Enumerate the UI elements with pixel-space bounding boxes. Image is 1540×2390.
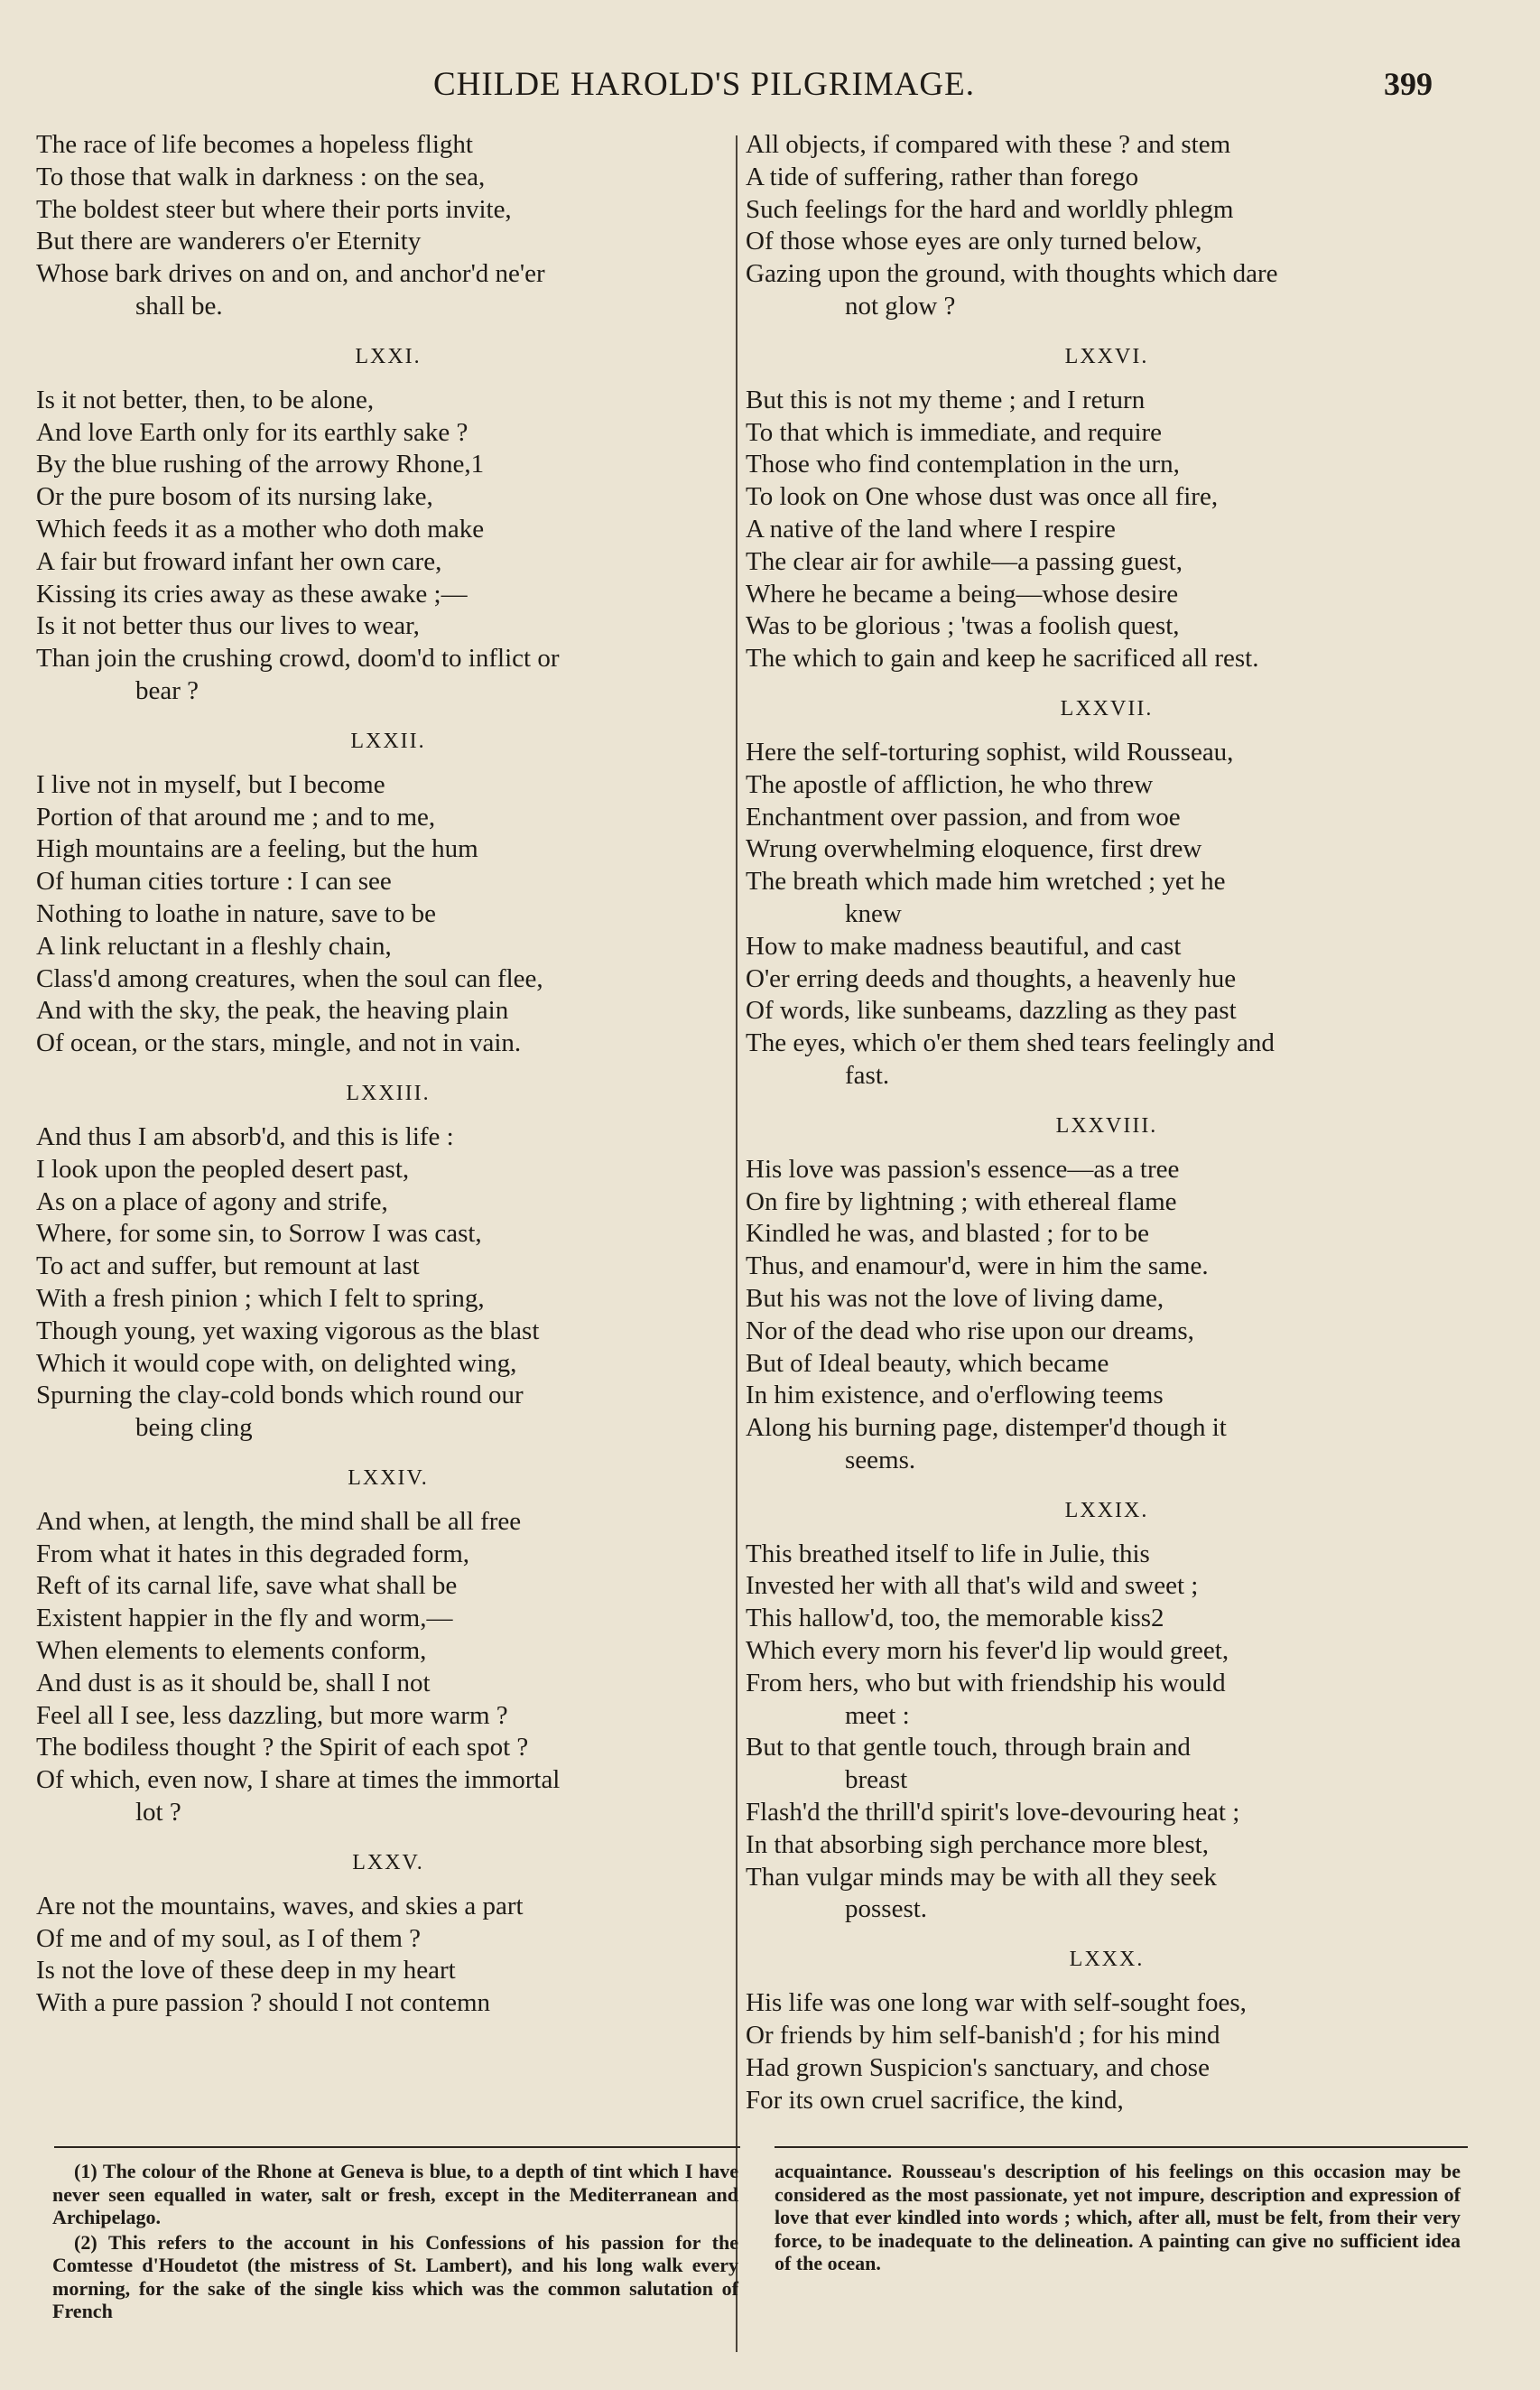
verse-line: Where he became a being—whose desire (746, 579, 1179, 609)
running-title: CHILDE HAROLD'S PILGRIMAGE. (433, 66, 975, 103)
footnote-rule-left (54, 2146, 740, 2148)
verse-line: possest. (845, 1894, 928, 1924)
stanza-number: LXXV. (352, 1850, 424, 1874)
stanza (36, 343, 740, 708)
verse-line: O'er erring deeds and thoughts, a heavenly hue (746, 963, 1237, 993)
stanza-lines (746, 1987, 1468, 2116)
verse-line: As on a place of agony and strife, (36, 1186, 388, 1216)
verse-line: Wrung overwhelming eloquence, first drew (746, 834, 1202, 864)
stanza-lines (36, 385, 740, 708)
verse-line: Was to be glorious ; 'twas a foolish quest, (746, 611, 1180, 641)
stanza-lines (746, 1154, 1468, 1477)
verse-line: From hers, who but with friendship his would (746, 1668, 1226, 1697)
verse-line: fast. (845, 1060, 890, 1090)
verse-line: A link reluctant in a fleshly chain, (36, 931, 392, 961)
verse-line: But this is not my theme ; and I return (746, 385, 1146, 414)
stanza-lines (36, 1121, 740, 1445)
verse-line: Which it would cope with, on delighted wing, (36, 1348, 517, 1378)
stanza-number: LXXI. (355, 344, 422, 368)
verse-line: To look on One whose dust was once all fire, (746, 482, 1219, 512)
stanza (36, 1080, 740, 1445)
verse-line: Feel all I see, less dazzling, but more warm ? (36, 1700, 508, 1730)
verse-line: Enchantment over passion, and from woe (746, 802, 1181, 832)
stanza-continuation (746, 129, 1468, 323)
verse-line: To those that walk in darkness : on the sea, (36, 162, 486, 191)
verse-line: Along his burning page, distemper'd though it (746, 1413, 1227, 1443)
stanza-continuation (36, 129, 740, 323)
verse-line: From what it hates in this degraded form, (36, 1539, 470, 1568)
footnotes-right (775, 2160, 1461, 2277)
verse-line: In that absorbing sigh perchance more blest, (746, 1829, 1209, 1859)
verse-line: I live not in myself, but I become (36, 769, 385, 799)
verse-line: This breathed itself to life in Julie, this (746, 1539, 1150, 1568)
verse-line: Kindled he was, and blasted ; for to be (746, 1219, 1149, 1249)
stanza-lines (746, 385, 1468, 675)
verse-line: And dust is as it should be, shall I not (36, 1668, 431, 1697)
stanza (746, 1946, 1468, 2116)
stanza (36, 1849, 740, 2020)
verse-line: How to make madness beautiful, and cast (746, 931, 1182, 961)
footnote: acquaintance. Rousseau's description of his feelings on this occasion may be considered as the most passionate, yet not impure, description and expression of love that ever kindled into words ; which, after all, must be felt, from their very force, to be inadequate to the delineation. A painting can give no sufficient idea of the ocean. (775, 2160, 1461, 2274)
verse-line: The boldest steer but where their ports invite, (36, 194, 512, 224)
stanza-lines (746, 1539, 1468, 1927)
verse-line: But of Ideal beauty, which became (746, 1348, 1109, 1378)
verse-line: Flash'd the thrill'd spirit's love-devouring heat ; (746, 1798, 1240, 1827)
stanza-lines (36, 1506, 740, 1829)
verse-line: Portion of that around me ; and to me, (36, 802, 436, 832)
verse-line: A tide of suffering, rather than forego (746, 162, 1139, 191)
verse-line: Than vulgar minds may be with all they seek (746, 1862, 1217, 1892)
verse-line: The bodiless thought ? the Spirit of each spot ? (36, 1733, 529, 1762)
verse-line: And with the sky, the peak, the heaving plain (36, 996, 509, 1026)
verse-line: shall be. (135, 291, 223, 321)
verse-line: Had grown Suspicion's sanctuary, and chose (746, 2052, 1210, 2082)
stanza (746, 695, 1468, 1093)
verse-line: Of ocean, or the stars, mingle, and not in vain. (36, 1028, 522, 1058)
stanza-number: LXXII. (350, 729, 426, 753)
stanza (746, 343, 1468, 675)
verse-line: And when, at length, the mind shall be all free (36, 1506, 522, 1536)
verse-line: bear ? (135, 675, 199, 705)
verse-line: Than join the crushing crowd, doom'd to inflict or (36, 644, 560, 674)
verse-line: Existent happier in the fly and worm,— (36, 1604, 453, 1633)
verse-line: All objects, if compared with these ? and stem (746, 130, 1231, 159)
verse-line: Kissing its cries away as these awake ;— (36, 579, 468, 609)
verse-line: Of which, even now, I share at times the immortal (36, 1765, 561, 1795)
verse-line: Which every morn his fever'd lip would greet, (746, 1636, 1229, 1666)
stanza (36, 1465, 740, 1829)
verse-line: seems. (845, 1445, 916, 1474)
verse-line: Those who find contemplation in the urn, (746, 450, 1180, 479)
verse-line: On fire by lightning ; with ethereal flame (746, 1186, 1177, 1216)
verse-line: Of words, like sunbeams, dazzling as they past (746, 996, 1237, 1026)
verse-line: I look upon the peopled desert past, (36, 1154, 410, 1184)
verse-line: breast (845, 1765, 908, 1795)
verse-line: Though young, yet waxing vigorous as the blast (36, 1316, 540, 1345)
verse-line: The race of life becomes a hopeless flight (36, 130, 473, 159)
verse-line: Where, for some sin, to Sorrow I was cast, (36, 1219, 482, 1249)
verse-line: With a pure passion ? should I not contemn (36, 1988, 491, 2018)
stanza-number: LXXIII. (346, 1081, 431, 1105)
verse-line: Or the pure bosom of its nursing lake, (36, 482, 433, 512)
verse-line: Invested her with all that's wild and sweet ; (746, 1571, 1199, 1601)
verse-line: Nor of the dead who rise upon our dreams, (746, 1316, 1194, 1345)
left-column (36, 129, 740, 2020)
footnote-rule-right (775, 2146, 1468, 2148)
verse-line: This hallow'd, too, the memorable kiss2 (746, 1604, 1164, 1633)
stanza (746, 1112, 1468, 1477)
verse-line: His love was passion's essence—as a tree (746, 1154, 1180, 1184)
verse-line: A fair but froward infant her own care, (36, 546, 442, 576)
verse-line: Which feeds it as a mother who doth make (36, 514, 485, 544)
stanza-number: LXXX. (1069, 1948, 1145, 1972)
verse-line: The which to gain and keep he sacrificed all rest. (746, 644, 1259, 674)
verse-line: The eyes, which o'er them shed tears feelingly and (746, 1028, 1275, 1058)
stanza (746, 1497, 1468, 1927)
verse-line: being cling (135, 1413, 253, 1443)
verse-line: Whose bark drives on and on, and anchor'd ne'er (36, 259, 545, 289)
verse-line: Of me and of my soul, as I of them ? (36, 1923, 422, 1953)
verse-line: And love Earth only for its earthly sake ? (36, 417, 468, 447)
stanza-lines (746, 737, 1468, 1093)
verse-line: Here the self-torturing sophist, wild Rousseau, (746, 737, 1234, 767)
verse-line: Is it not better, then, to be alone, (36, 385, 375, 414)
stanza-number: LXXVI. (1064, 344, 1149, 368)
verse-line: The breath which made him wretched ; yet he (746, 867, 1226, 897)
stanza-lines (36, 769, 740, 1060)
verse-line: Thus, and enamour'd, were in him the same. (746, 1251, 1209, 1281)
verse-line: And thus I am absorb'd, and this is life : (36, 1121, 454, 1151)
verse-line: lot ? (135, 1798, 181, 1827)
verse-line: Or friends by him self-banish'd ; for his mind (746, 2021, 1220, 2051)
footnotes-left (52, 2160, 738, 2325)
verse-line: In him existence, and o'erflowing teems (746, 1381, 1164, 1410)
verse-line: Such feelings for the hard and worldly phlegm (746, 194, 1234, 224)
verse-line: meet : (845, 1700, 910, 1730)
verse-line: Of those whose eyes are only turned below, (746, 227, 1202, 256)
running-header (0, 65, 1540, 110)
right-column (746, 129, 1468, 2116)
verse-line: To act and suffer, but remount at last (36, 1251, 420, 1281)
verse-line: Is not the love of these deep in my heart (36, 1956, 456, 1985)
verse-line: The clear air for awhile—a passing guest, (746, 546, 1183, 576)
page-number: 399 (1384, 66, 1433, 102)
verse-line: Spurning the clay-cold bonds which round our (36, 1381, 524, 1410)
verse-line: With a fresh pinion ; which I felt to spring, (36, 1283, 485, 1313)
verse-line: But his was not the love of living dame, (746, 1283, 1164, 1313)
verse-line: High mountains are a feeling, but the hum (36, 834, 478, 864)
verse-line: Is it not better thus our lives to wear, (36, 611, 420, 641)
verse-line: His life was one long war with self-sought foes, (746, 1988, 1247, 2018)
stanza (36, 728, 740, 1060)
stanza-number: LXXIX. (1064, 1498, 1149, 1522)
verse-line: not glow ? (845, 291, 956, 321)
verse-line: Are not the mountains, waves, and skies a part (36, 1891, 524, 1920)
stanza-number: LXXVIII. (1055, 1113, 1158, 1138)
verse-line: A native of the land where I respire (746, 514, 1116, 544)
verse-line: But to that gentle touch, through brain and (746, 1733, 1191, 1762)
verse-line: By the blue rushing of the arrowy Rhone,1 (36, 450, 485, 479)
stanza-number: LXXVII. (1060, 696, 1154, 721)
verse-line: To that which is immediate, and require (746, 417, 1163, 447)
verse-line: When elements to elements conform, (36, 1636, 427, 1666)
stanza-number: LXXIV. (348, 1465, 429, 1490)
verse-line: Gazing upon the ground, with thoughts which dare (746, 259, 1278, 289)
verse-line: The apostle of affliction, he who threw (746, 769, 1154, 799)
verse-line: Reft of its carnal life, save what shall be (36, 1571, 458, 1601)
verse-line: But there are wanderers o'er Eternity (36, 227, 422, 256)
footnote: (1) The colour of the Rhone at Geneva is blue, to a depth of tint which I have never seen equalled in water, salt or fresh, except in the Mediterranean and Archipelago. (52, 2160, 738, 2228)
verse-line: knew (845, 898, 902, 928)
verse-line: Of human cities torture : I can see (36, 867, 392, 897)
verse-line: Nothing to loathe in nature, save to be (36, 898, 436, 928)
verse-line: Class'd among creatures, when the soul can flee, (36, 963, 543, 993)
verse-line: For its own cruel sacrifice, the kind, (746, 2085, 1124, 2115)
stanza-lines (36, 1891, 740, 2020)
footnote: (2) This refers to the account in his Confessions of his passion for the Comtesse d'Houdetot (the mistress of St. Lambert), and his long walk every morning, for the sake of the single kiss which was the common salutation of French (52, 2230, 738, 2322)
